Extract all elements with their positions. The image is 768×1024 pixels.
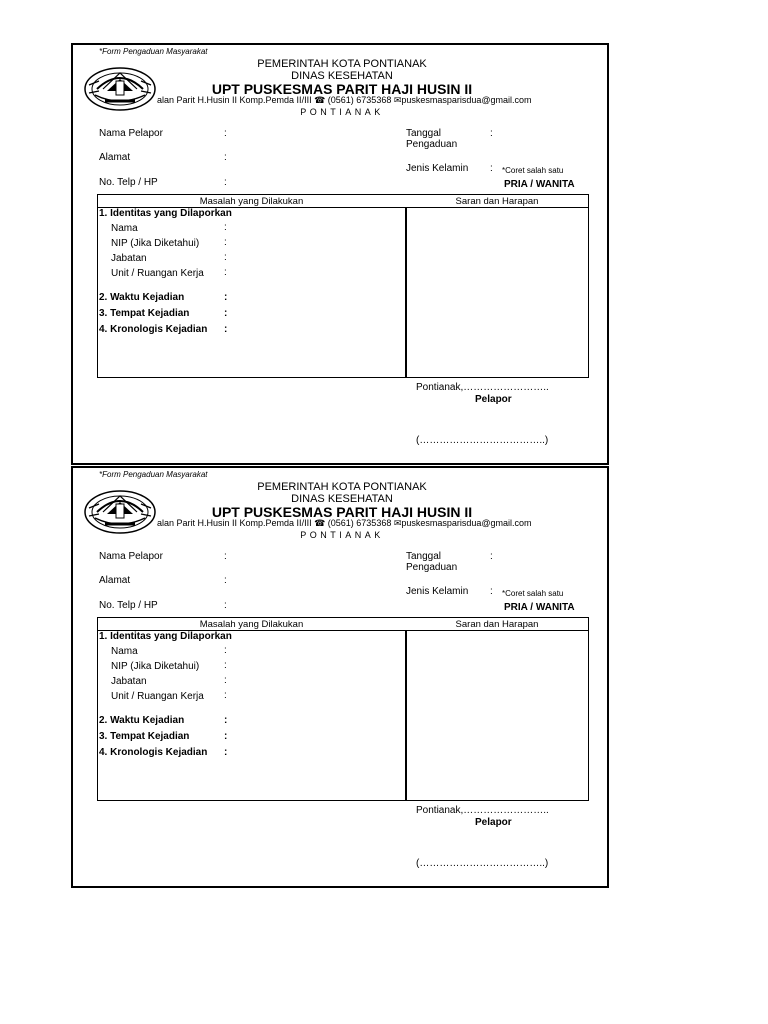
label-nama: Nama — [111, 223, 138, 234]
colon: : — [224, 292, 228, 303]
label-telp: No. Telp / HP — [99, 177, 158, 188]
signature-name-line: (………………………………..) — [416, 435, 549, 446]
note-coret: *Coret salah satu — [502, 589, 564, 598]
column-header-masalah: Masalah yang Dilakukan — [199, 619, 304, 630]
colon: : — [224, 551, 227, 562]
label-nama-pelapor: Nama Pelapor — [99, 128, 163, 139]
colon: : — [490, 551, 493, 562]
label-pengaduan: Pengaduan — [406, 139, 458, 150]
signature-place-date: Pontianak,…………………….. — [416, 382, 549, 393]
signature-role: Pelapor — [475, 394, 512, 405]
header-city: PONTIANAK — [300, 530, 384, 540]
signature-name-line: (………………………………..) — [416, 858, 549, 869]
colon: : — [224, 600, 227, 611]
colon: : — [224, 237, 227, 248]
label-telp: No. Telp / HP — [99, 600, 158, 611]
colon: : — [224, 222, 227, 233]
label-unit: Unit / Ruangan Kerja — [111, 268, 204, 279]
complaint-table — [97, 617, 589, 801]
colon: : — [224, 575, 227, 586]
colon: : — [224, 308, 228, 319]
form-note: *Form Pengaduan Masyarakat — [99, 47, 208, 56]
header-government: PEMERINTAH KOTA PONTIANAK — [257, 481, 427, 493]
label-tempat-kejadian: 3. Tempat Kejadian — [99, 308, 190, 319]
header-address: alan Parit H.Husin II Komp.Pemda II/III ☎ (0561) 6735368 ✉puskesmasparisdua@gmail.com — [157, 95, 532, 105]
column-header-saran: Saran dan Harapan — [455, 196, 539, 207]
label-jabatan: Jabatan — [111, 253, 147, 264]
colon: : — [224, 177, 227, 188]
label-jabatan: Jabatan — [111, 676, 147, 687]
label-jenis-kelamin: Jenis Kelamin — [406, 586, 469, 597]
column-header-masalah: Masalah yang Dilakukan — [199, 196, 304, 207]
label-kronologis-kejadian: 4. Kronologis Kejadian — [99, 747, 208, 758]
gender-options: PRIA / WANITA — [504, 602, 575, 613]
colon: : — [224, 731, 228, 742]
label-tanggal: Tanggal — [406, 551, 442, 562]
colon: : — [224, 324, 228, 335]
colon: : — [490, 586, 493, 597]
colon: : — [224, 660, 227, 671]
label-kronologis-kejadian: 4. Kronologis Kejadian — [99, 324, 208, 335]
colon: : — [224, 715, 228, 726]
colon: : — [224, 128, 227, 139]
label-alamat: Alamat — [99, 152, 131, 163]
colon: : — [224, 747, 228, 758]
label-nip: NIP (Jika Diketahui) — [111, 661, 200, 672]
signature-place-date: Pontianak,…………………….. — [416, 805, 549, 816]
label-pengaduan: Pengaduan — [406, 562, 458, 573]
label-alamat: Alamat — [99, 575, 131, 586]
complaint-form — [71, 43, 609, 465]
colon: : — [224, 675, 227, 686]
header-title: UPT PUSKESMAS PARIT HAJI HUSIN II — [211, 504, 473, 520]
label-jenis-kelamin: Jenis Kelamin — [406, 163, 469, 174]
colon: : — [224, 252, 227, 263]
header-title: UPT PUSKESMAS PARIT HAJI HUSIN II — [211, 81, 473, 97]
colon: : — [224, 267, 227, 278]
colon: : — [224, 645, 227, 656]
section-identitas: 1. Identitas yang Dilaporkan — [99, 631, 232, 642]
header-department: DINAS KESEHATAN — [291, 493, 393, 505]
header-city: PONTIANAK — [300, 107, 384, 117]
header-department: DINAS KESEHATAN — [291, 70, 393, 82]
column-header-saran: Saran dan Harapan — [455, 619, 539, 630]
colon: : — [224, 690, 227, 701]
gender-options: PRIA / WANITA — [504, 179, 575, 190]
label-tanggal: Tanggal — [406, 128, 442, 139]
label-unit: Unit / Ruangan Kerja — [111, 691, 204, 702]
header-government: PEMERINTAH KOTA PONTIANAK — [257, 58, 427, 70]
label-nip: NIP (Jika Diketahui) — [111, 238, 200, 249]
label-nama-pelapor: Nama Pelapor — [99, 551, 163, 562]
colon: : — [490, 163, 493, 174]
signature-role: Pelapor — [475, 817, 512, 828]
header-address: alan Parit H.Husin II Komp.Pemda II/III ☎ (0561) 6735368 ✉puskesmasparisdua@gmail.com — [157, 518, 532, 528]
complaint-form — [71, 466, 609, 888]
label-tempat-kejadian: 3. Tempat Kejadian — [99, 731, 190, 742]
form-note: *Form Pengaduan Masyarakat — [99, 470, 208, 479]
note-coret: *Coret salah satu — [502, 166, 564, 175]
section-identitas: 1. Identitas yang Dilaporkan — [99, 208, 232, 219]
label-waktu-kejadian: 2. Waktu Kejadian — [99, 715, 185, 726]
complaint-table — [97, 194, 589, 378]
colon: : — [490, 128, 493, 139]
colon: : — [224, 152, 227, 163]
label-waktu-kejadian: 2. Waktu Kejadian — [99, 292, 185, 303]
label-nama: Nama — [111, 646, 138, 657]
